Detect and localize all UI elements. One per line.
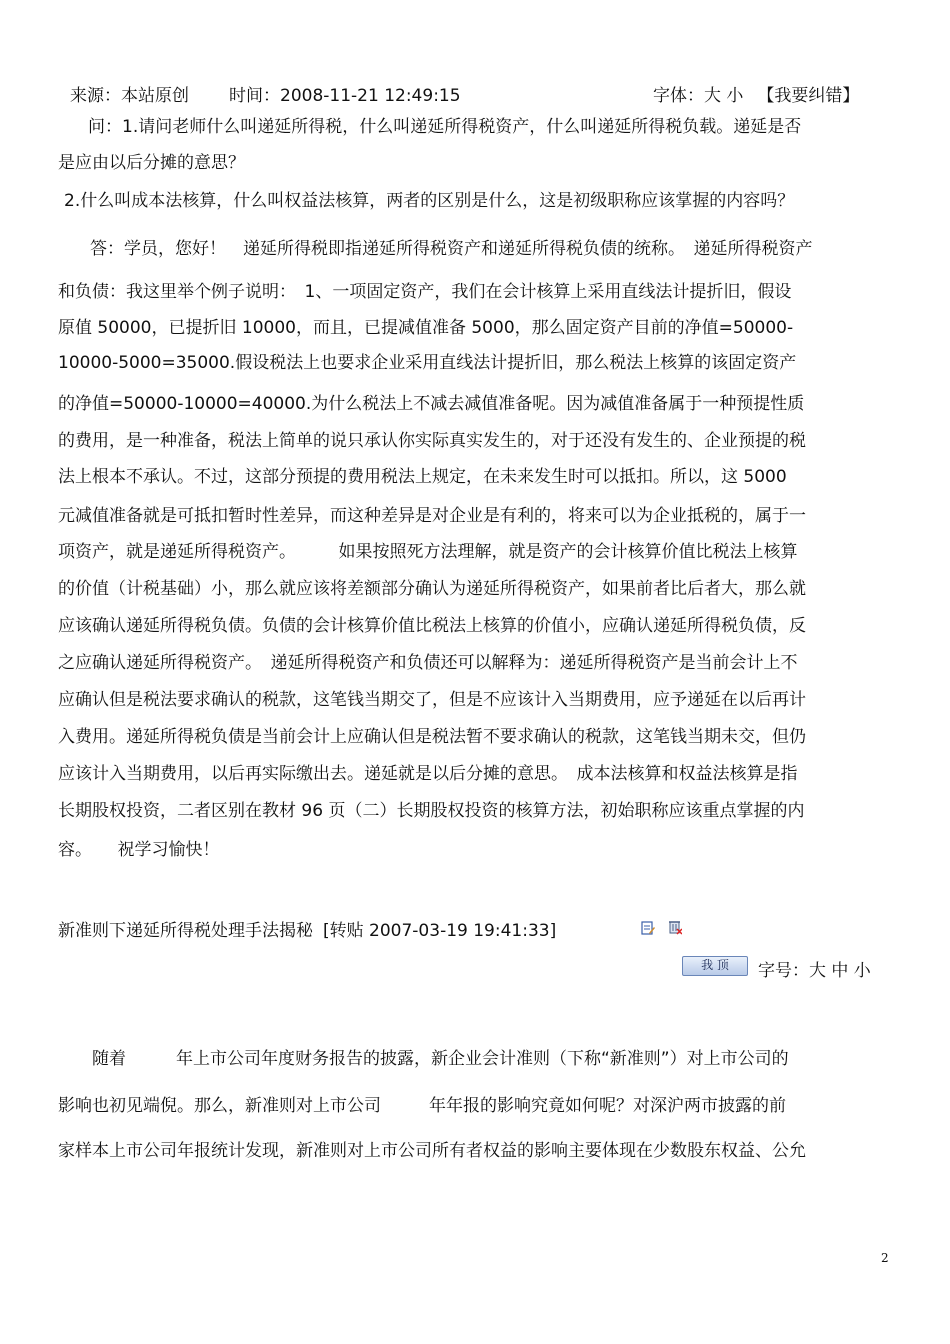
answer-line: 法上根本不承认。不过，这部分预提的费用税法上规定，在未来发生时可以抵扣。所以，这 5000 — [58, 467, 787, 487]
top-button[interactable]: 我 顶 — [682, 956, 748, 976]
answer-line: 应确认但是税法要求确认的税款，这笔钱当期交了，但是不应该计入当期费用，应予递延在以后再计 — [58, 690, 806, 710]
article-text: 年年报的影响究竟如何呢？对深沪两市披露的前 — [429, 1096, 786, 1116]
font-label[interactable]: 字体：大 小 — [653, 86, 744, 106]
article-text: 随着 — [92, 1049, 126, 1069]
answer-line: 答：学员，您好！ 递延所得税即指递延所得税资产和递延所得税负债的统称。 递延所得税资产 — [90, 239, 813, 259]
article-title-line — [58, 920, 556, 942]
answer-line: 之应确认递延所得税资产。 递延所得税资产和负债还可以解释为：递延所得税资产是当前会计上不 — [58, 653, 798, 673]
question-line-2: 是应由以后分摊的意思？ — [58, 153, 245, 173]
answer-line: 10000-5000=35000.假设税法上也要求企业采用直线法计提折旧，那么税法上核算的该固定资产 — [58, 353, 797, 373]
article-text: 影响也初见端倪。那么，新准则对上市公司 — [58, 1096, 381, 1116]
source-text: 来源：本站原创 — [70, 86, 189, 106]
time-value: 2008-11-21 12:49:15 — [280, 86, 461, 106]
delete-icon[interactable] — [668, 919, 682, 935]
answer-line: 应该计入当期费用，以后再实际缴出去。递延就是以后分摊的意思。 成本法核算和权益法核算是指 — [58, 764, 798, 784]
answer-line: 容。 祝学习愉快！ — [58, 840, 220, 860]
report-error-link[interactable]: 【我要纠错】 — [757, 86, 860, 106]
header-line — [70, 85, 461, 107]
article-line-3: 家样本上市公司年报统计发现，新准则对上市公司所有者权益的影响主要体现在少数股东权益、公允 — [58, 1141, 806, 1161]
font-size-control[interactable] — [653, 85, 859, 107]
question-line-3: 2.什么叫成本法核算，什么叫权益法核算，两者的区别是什么，这是初级职称应该掌握的内容吗？ — [64, 191, 795, 211]
font-size-label[interactable]: 字号：大 中 小 — [758, 961, 871, 981]
article-title: 新准则下递延所得税处理手法揭秘 — [58, 921, 313, 941]
answer-line: 的费用，是一种准备，税法上简单的说只承认你实际真实发生的，对于还没有发生的、企业预提的税 — [58, 431, 806, 451]
answer-line: 入费用。递延所得税负债是当前会计上应确认但是税法暂不要求确认的税款，这笔钱当期未交，但仍 — [58, 727, 806, 747]
article-line-2 — [58, 1095, 786, 1117]
repost-info: [转贴 2007-03-19 19:41:33] — [323, 921, 557, 941]
answer-line: 元减值准备就是可抵扣暂时性差异，而这种差异是对企业是有利的，将来可以为企业抵税的，属于一 — [58, 506, 806, 526]
answer-line: 和负债：我这里举个例子说明： 1、一项固定资产，我们在会计核算上采用直线法计提折旧，假设 — [58, 282, 792, 302]
question-line-1: 问：1.请问老师什么叫递延所得税，什么叫递延所得税资产，什么叫递延所得税负载。递延是否 — [88, 117, 802, 137]
article-line-1 — [92, 1048, 789, 1070]
answer-line: 原值 50000，已提折旧 10000，而且，已提减值准备 5000，那么固定资产目前的净值=50000- — [58, 318, 794, 338]
answer-line: 的价值（计税基础）小，那么就应该将差额部分确认为递延所得税资产，如果前者比后者大，那么就 — [58, 579, 806, 599]
answer-line: 项资产，就是递延所得税资产。 如果按照死方法理解，就是资产的会计核算价值比税法上核算 — [58, 542, 798, 562]
page-number: 2 — [881, 1251, 889, 1265]
answer-line: 应该确认递延所得税负债。负债的会计核算价值比税法上核算的价值小，应确认递延所得税负债，反 — [58, 616, 806, 636]
time-label: 时间： — [229, 86, 280, 106]
edit-icon[interactable] — [641, 920, 655, 936]
answer-line: 的净值=50000-10000=40000.为什么税法上不减去减值准备呢。因为减值准备属于一种预提性质 — [58, 394, 805, 414]
article-text: 年上市公司年度财务报告的披露，新企业会计准则（下称“新准则”）对上市公司的 — [176, 1049, 789, 1069]
answer-line: 长期股权投资，二者区别在教材 96 页（二）长期股权投资的核算方法，初始职称应该重点掌握的内 — [58, 801, 805, 821]
